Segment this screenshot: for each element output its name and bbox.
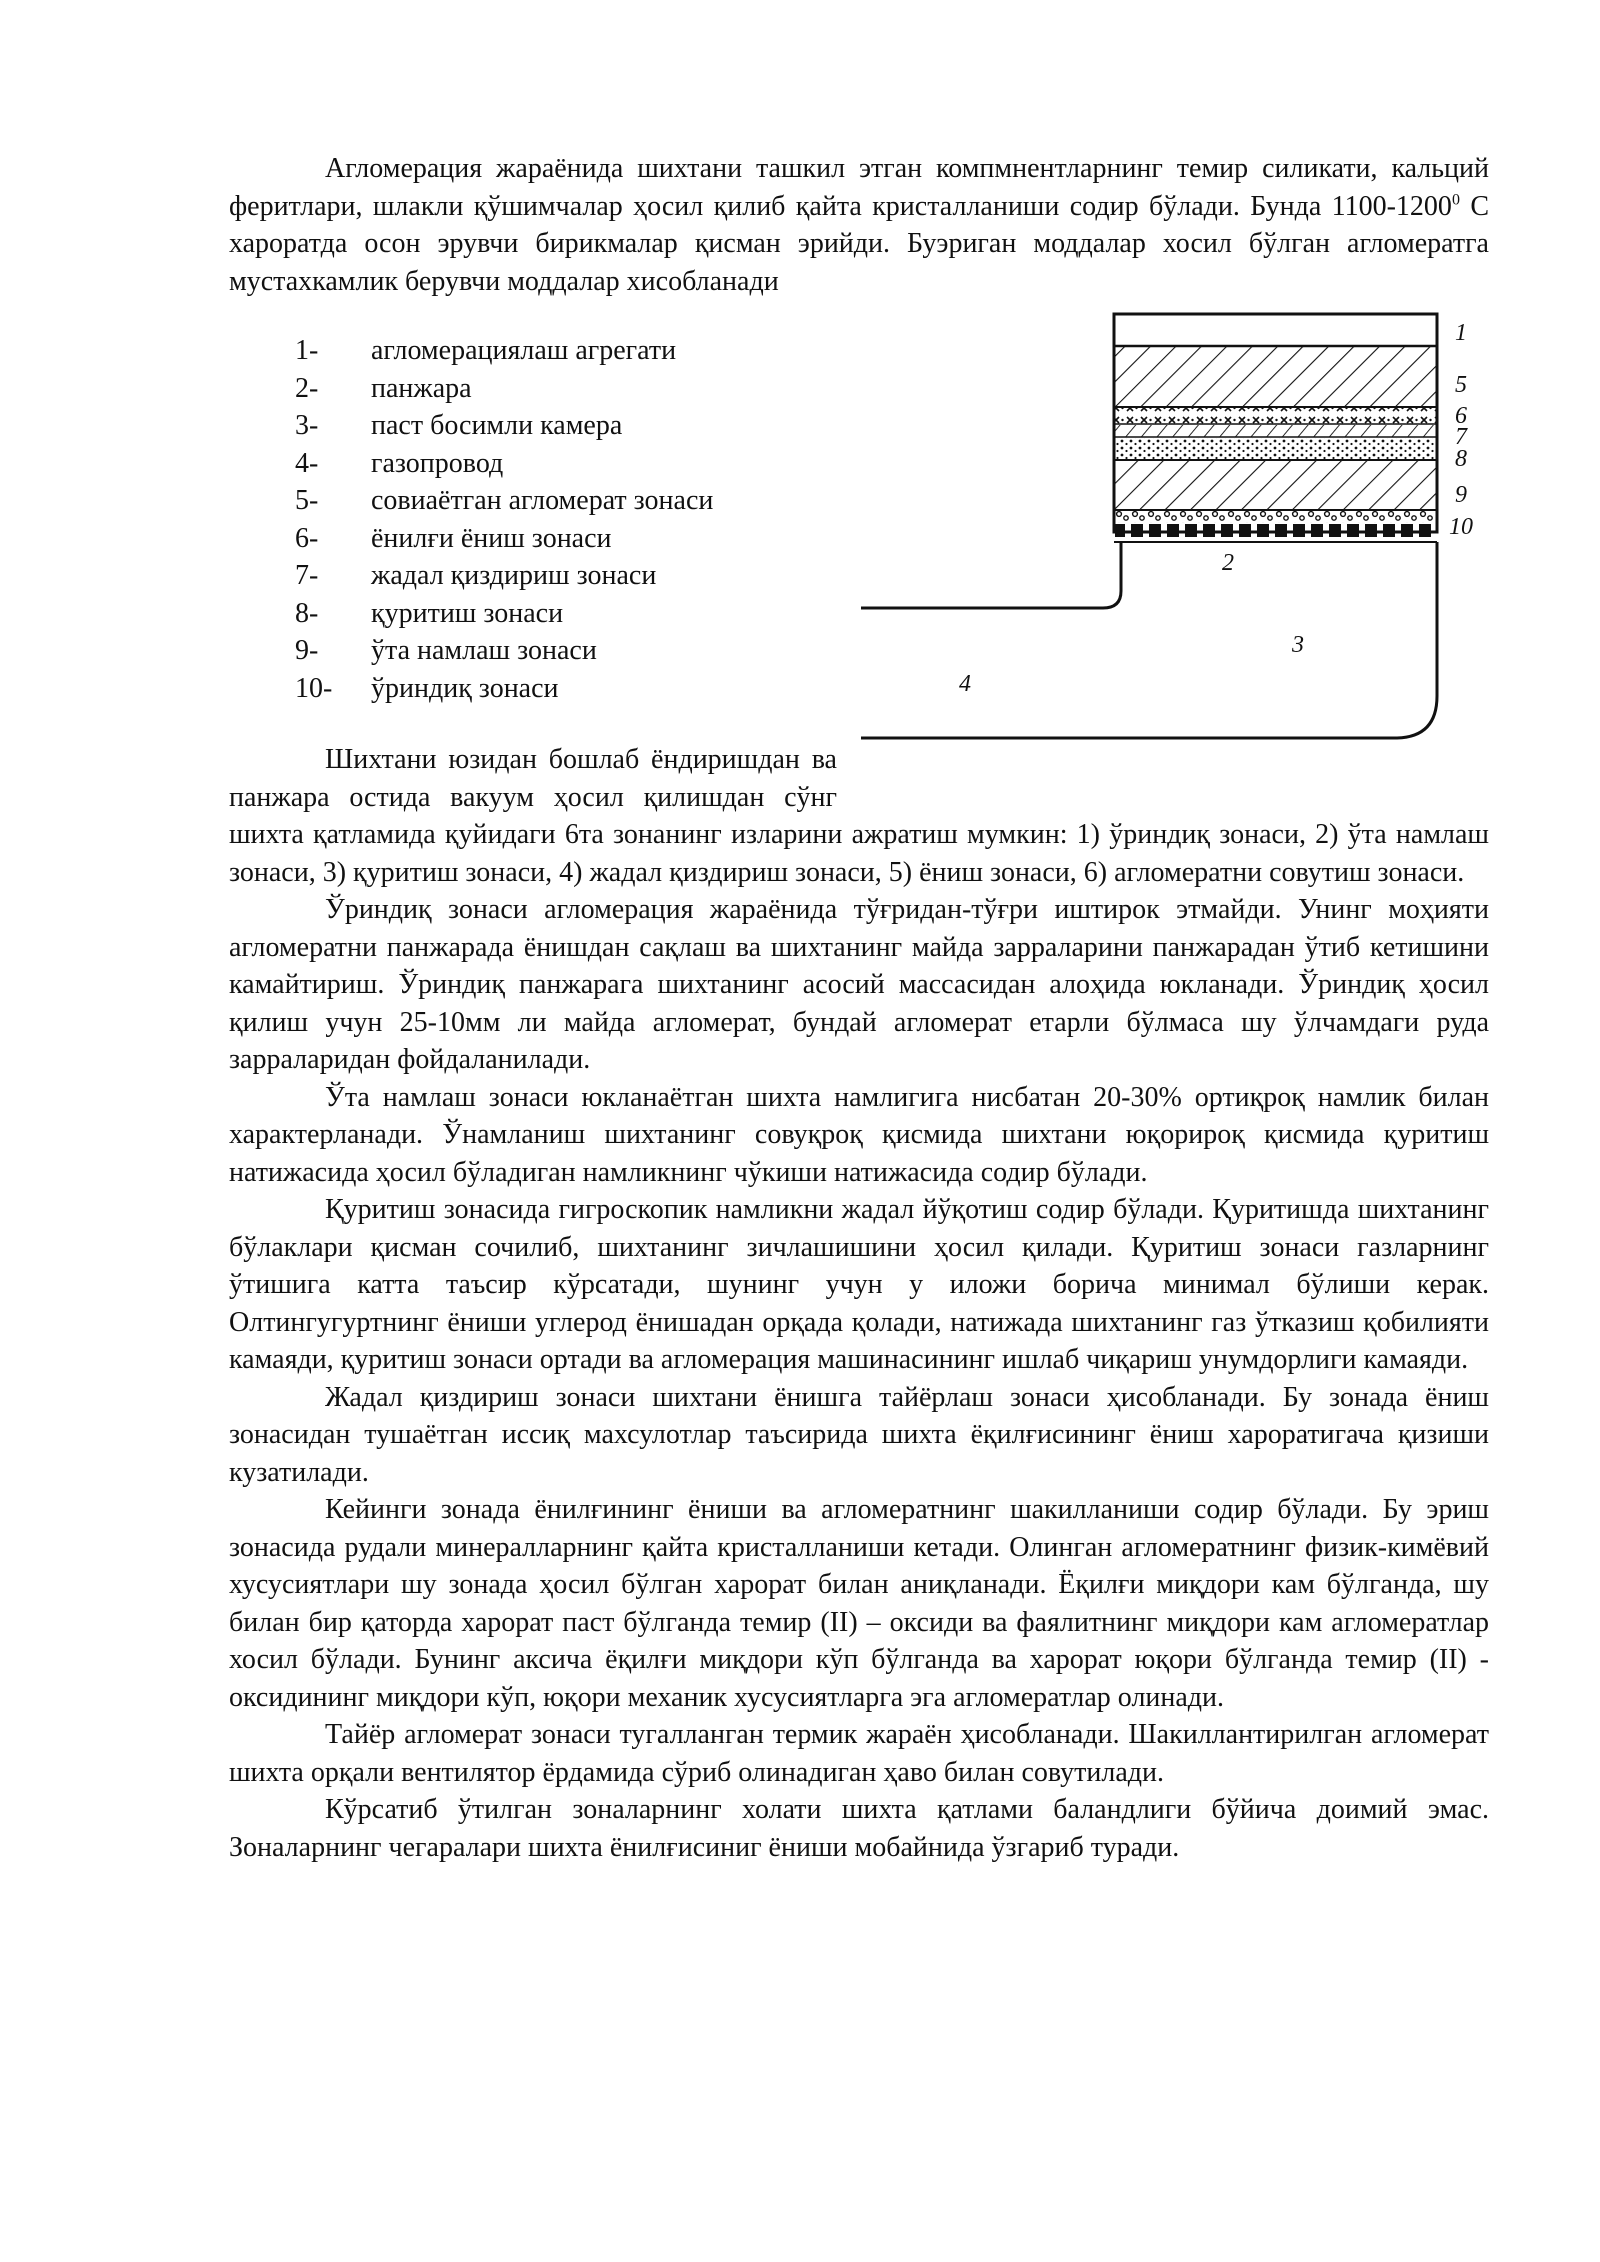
legend-number: 9- [295, 635, 319, 666]
zone-8-drying [1115, 438, 1436, 460]
legend-item [229, 445, 809, 483]
legend-item [229, 557, 809, 595]
label-8: 8 [1455, 446, 1467, 472]
legend-label: паст босимли камера [371, 410, 623, 441]
legend-item [229, 595, 809, 633]
label-9: 9 [1455, 482, 1467, 508]
degree-superscript: 0 [1451, 191, 1460, 209]
legend-number: 3- [295, 410, 319, 441]
legend-number: 2- [295, 372, 319, 404]
legend-label: ўриндиқ зонаси [371, 672, 559, 704]
zone-7-heating [1115, 425, 1436, 437]
gas-pipe-top-wall [861, 542, 1121, 608]
legend-number: 6- [295, 522, 319, 554]
zone-5-cooling [1115, 347, 1436, 407]
legend-item [229, 370, 809, 408]
figure-legend [229, 332, 809, 707]
label-3: 3 [1292, 632, 1304, 658]
legend-number: 7- [295, 560, 319, 591]
body-paragraph-6: Кейинги зонада ёнилғининг ёниши ва агломератнинг шакилланиши содир бўлади. Бу эриш зонасида рудали минералларнинг қайта кристалланиши кетади. Олинган агломератнинг физик-кимёвий хусусиятлари шу зонада ҳосил бўлган харорат билан аниқланади. Ёқилғи миқдори кам бўлганда, шу билан бир қаторда харорат паст бўлганда темир (II) – оксиди ва фаялитнинг миқдори кам агломератлар хосил бўлади. Бунинг аксича ёқилғи миқдори кўп бўлганда ва харорат юқори бўлганда темир (II) - оксидининг миқдори кўп, юқори механик хусусиятларга эга агломератлар олинади. [229, 1494, 1489, 1713]
label-7: 7 [1455, 424, 1467, 450]
zone-6-burning [1115, 408, 1436, 424]
legend-label: газопровод [371, 447, 504, 479]
body-paragraph-4: Қуритиш зонасида гигроскопик намликни жадал йўқотиш содир бўлади. Қуритишда шихтанинг бўлаклари қисман сочилиб, шихтанинг зичлашишини ҳосил қилади. Қуритиш зонаси газларнинг ўтишига катта таъсир кўрсатади, шунинг учун у иложи борича минимал бўлиши керак. Олтингугуртнинг ёниши углерод ёнишадан орқада қолади, натижада шихтанинг газ ўтказиш қобилияти камаяди, қуритиш зонаси ортади ва агломерация машинасининг ишлаб чиқариш унумдорлиги камаяди. [229, 1194, 1489, 1375]
body-paragraph-5: Жадал қиздириш зонаси шихтани ёнишга тайёрлаш зонаси ҳисобланади. Бу зонада ёниш зонасидан тушаётган иссиқ махсулотлар таъсирида шихта ёқилғисининг ёниш хароратигача қизиши кузатилади. [229, 1381, 1489, 1488]
legend-label: қуритиш зонаси [371, 597, 564, 629]
legend-number: 5- [295, 485, 319, 516]
label-6: 6 [1455, 403, 1467, 429]
body-paragraph-7: Тайёр агломерат зонаси тугалланган термик жараён ҳисобланади. Шакиллантирилган агломерат шихта орқали вентилятор ёрдамида сўриб олинадиган ҳаво билан совутилади. [229, 1719, 1489, 1788]
body-paragraph-1: Шихтани юзидан бошлаб ёндиришдан ва панжара остида вакуум ҳосил қилишдан сўнг шихта қатламида қуйидаги 6та зонанинг изларини ажратиш мумкин: 1) ўриндиқ зонаси, 2) ўта намлаш зонаси, 3) қуритиш зонаси, 4) жадал қиздириш зонаси, 5) ёниш зонаси, 6) агломератни совутиш зонаси. [229, 744, 1489, 888]
legend-item [229, 482, 809, 520]
intro-text-b: С хароратда осон эрувчи бирикмалар қисман эрийди. Буэриган моддалар хосил бўлган агломератга мустахкамлик берувчи моддалар хисобланади [229, 190, 1489, 297]
legend-number: 4- [295, 447, 319, 479]
grate [1115, 523, 1436, 541]
legend-item [229, 332, 809, 370]
document-page [229, 150, 1489, 1866]
legend-item [229, 520, 809, 558]
zone-9-overwetting [1115, 461, 1436, 510]
legend-label: жадал қиздириш зонаси [371, 560, 657, 591]
zone-10-bedding [1115, 511, 1436, 523]
legend-label: ўта намлаш зонаси [371, 635, 597, 666]
label-1: 1 [1455, 320, 1467, 346]
legend-item [229, 407, 809, 445]
body-paragraph-8: Кўрсатиб ўтилган зоналарнинг холати шихта қатлами баландлиги бўйича доимий эмас. Зоналарнинг чегаралари шихта ёнилғисиниг ёниши мобайнида ўзгариб туради. [229, 1794, 1489, 1863]
label-4: 4 [959, 671, 971, 697]
legend-item [229, 632, 809, 670]
legend-item [229, 670, 809, 708]
intro-paragraph [229, 150, 1489, 300]
legend-label: ёнилғи ёниш зонаси [371, 522, 612, 554]
sinter-layer-diagram [859, 306, 1489, 786]
legend-label: агломерациялаш агрегати [371, 335, 677, 366]
legend-number: 10- [295, 672, 333, 704]
legend-number: 1- [295, 335, 319, 366]
intro-text-a: Агломерация жараёнида шихтани ташкил этган компмнентларнинг темир силикати, кальций феритлари, шлакли қўшимчалар ҳосил қилиб қайта кристалланиши содир бўлади. Бунда 1100-1200 [229, 153, 1489, 222]
body-paragraph-2: Ўриндиқ зонаси агломерация жараёнида тўғридан-тўғри иштирок этмайди. Унинг моҳияти агломератни панжарада ёнишдан сақлаш ва шихтанинг майда зарраларини панжарадан ўтиб кетишини камайтириш. Ўриндиқ панжарага шихтанинг асосий массасидан алоҳида юкланади. Ўриндиқ ҳосил қилиш учун 25-10мм ли майда агломерат, бундай агломерат етарли бўлмаса шу ўлчамдаги руда зарраларидан фойдаланилади. [229, 894, 1489, 1075]
legend-label: панжара [371, 372, 472, 404]
label-5: 5 [1455, 372, 1467, 398]
legend-label: совиаётган агломерат зонаси [371, 485, 714, 516]
legend-number: 8- [295, 597, 319, 629]
chamber-outer-wall [861, 542, 1437, 738]
label-10: 10 [1449, 514, 1473, 540]
body-paragraph-3: Ўта намлаш зонаси юкланаётган шихта намлигига нисбатан 20-30% ортиқроқ намлик билан характерланади. Ўнамланиш шихтанинг совуқроқ қисмида шихтани юқорироқ қисмида қуритиш натижасида ҳосил бўладиган намликнинг чўкиши натижасида содир бўлади. [229, 1081, 1489, 1188]
label-2: 2 [1222, 550, 1234, 576]
